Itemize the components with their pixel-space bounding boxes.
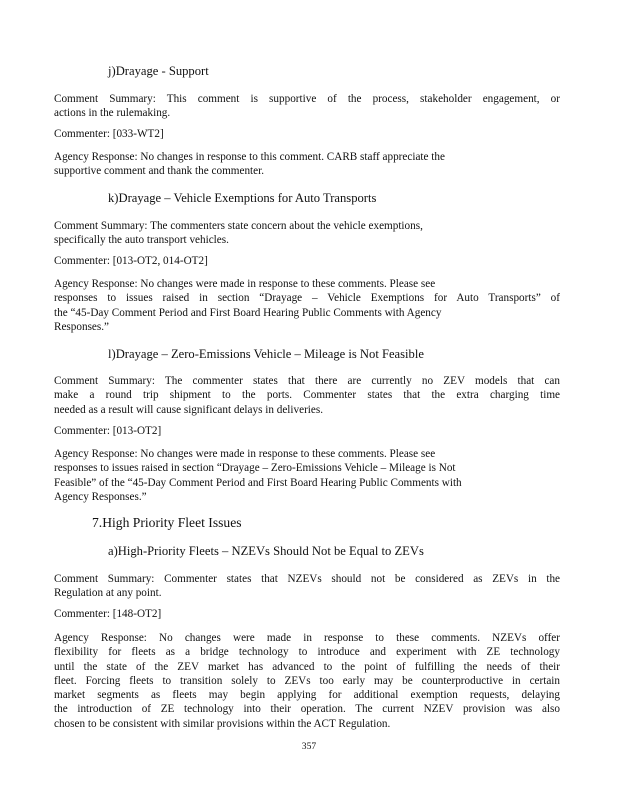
heading-k-auto-transports: k)Drayage – Vehicle Exemptions for Auto Transports (108, 191, 377, 205)
agency-response-j: Agency Response: No changes in response to this comment. CARB staff appreciate the supportive comment and thank the commenter. (54, 151, 445, 178)
agency-response-l: Agency Response: No changes were made in response to these comments. Please see responses to issues raised in section “Drayage – Zero-Emissions Vehicle – Mileage is Not Feasible” of the “45-Day Comment Period and First Board Hearing Public Comments with Agency Responses.” (54, 448, 462, 503)
heading-j-drayage-support: j)Drayage - Support (108, 64, 209, 78)
commenter-j: Commenter: [033-WT2] (54, 128, 164, 140)
page-number: 357 (301, 741, 317, 752)
comment-summary-j: Comment Summary: This comment is supportive of the process, stakeholder engagement, or actions in the rulemaking. (54, 93, 560, 120)
comment-summary-k: Comment Summary: The commenters state concern about the vehicle exemptions, specifically the auto transport vehicles. (54, 220, 423, 247)
comment-summary-7a: Comment Summary: Commenter states that NZEVs should not be considered as ZEVs in the Regulation at any point. (54, 573, 560, 600)
section-7-title: 7.High Priority Fleet Issues (92, 515, 242, 530)
comment-summary-l: Comment Summary: The commenter states that there are currently no ZEV models that can make a round trip shipment to the ports. Commenter states that the extra charging time needed as a result will cause significant delays in deliveries. (54, 375, 560, 416)
commenter-l: Commenter: [013-OT2] (54, 425, 162, 437)
commenter-7a: Commenter: [148-OT2] (54, 608, 162, 620)
heading-7a-nzevs: a)High-Priority Fleets – NZEVs Should Not be Equal to ZEVs (108, 544, 424, 558)
agency-response-k: Agency Response: No changes were made in response to these comments. Please see responses to issues raised in section “Drayage – Vehicle Exemptions for Auto Transports” of the “45-Day Comment Period and First Board Hearing Public Comments with Agency Responses.” (54, 278, 560, 333)
commenter-k: Commenter: [013-OT2, 014-OT2] (54, 255, 208, 267)
agency-response-7a: Agency Response: No changes were made in response to these comments. NZEVs offer flexibility for fleets as a bridge technology to introduce and experiment with ZE technology until the state of the ZEV market has advanced to the point of fulfilling the needs of their fleet. Forcing fleets to transition solely to ZEVs too early may be counterproductive in certain market segments as fleets may begin applying for additional exemption requests, delaying the introduction of ZE technology into their operation. The current NZEV provision was also chosen to be consistent with similar provisions within the ACT Regulation. (54, 632, 560, 730)
heading-l-mileage-not-feasible: l)Drayage – Zero-Emissions Vehicle – Mileage is Not Feasible (108, 347, 424, 361)
